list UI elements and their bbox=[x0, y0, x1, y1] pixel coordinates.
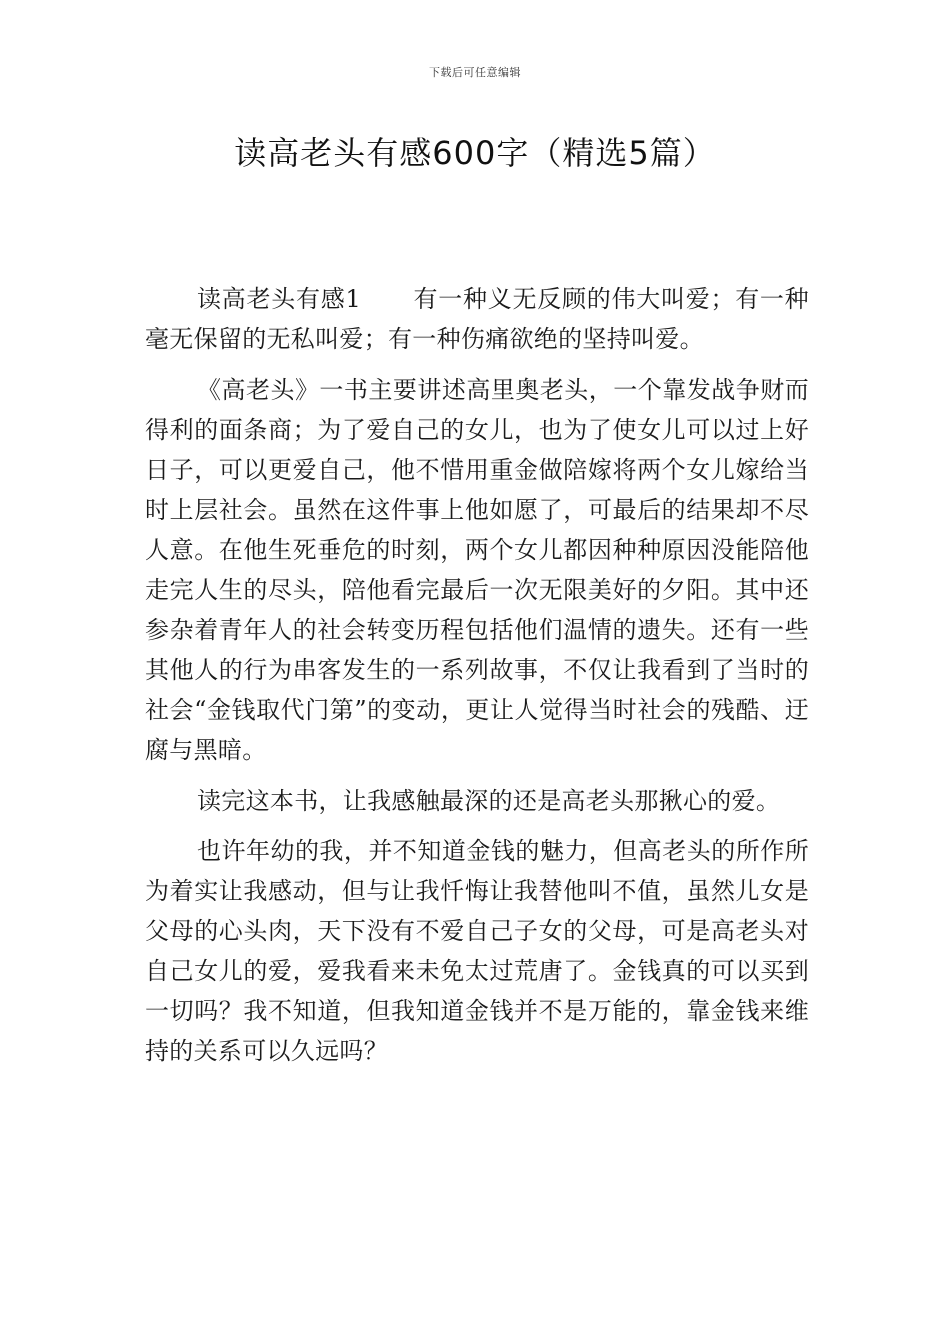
header-note: 下载后可任意编辑 bbox=[429, 66, 521, 79]
document-body bbox=[145, 279, 809, 1082]
paragraph-4: 也许年幼的我，并不知道金钱的魅力，但高老头的所作所为着实让我感动，但与让我忏悔让我替他叫不值，虽然儿女是父母的心头肉，天下没有不爱自己子女的父母，可是高老头对自己女儿的爱，爱我看来未免太过荒唐了。金钱真的可以买到一切吗？我不知道，但我知道金钱并不是万能的，靠金钱来维持的关系可以久远吗？ bbox=[145, 837, 809, 1065]
paragraph-1-text: 有一种义无反顾的伟大叫爱；有一种毫无保留的无私叫爱；有一种伤痛欲绝的坚持叫爱。 bbox=[145, 285, 809, 353]
section-heading: 读高老头有感1 bbox=[197, 285, 362, 313]
paragraph-2: 《高老头》一书主要讲述高里奥老头，一个靠发战争财而得利的面条商；为了爱自己的女儿，也为了使女儿可以过上好日子，可以更爱自己，他不惜用重金做陪嫁将两个女儿嫁给当时上层社会。虽然在这件事上他如愿了，可最后的结果却不尽人意。在他生死垂危的时刻，两个女儿都因种种原因没能陪他走完人生的尽头，陪他看完最后一次无限美好的夕阳。其中还参杂着青年人的社会转变历程包括他们温情的遗失。还有一些其他人的行为串客发生的一系列故事，不仅让我看到了当时的社会“金钱取代门第”的变动，更让人觉得当时社会的残酷、迂腐与黑暗。 bbox=[145, 376, 809, 764]
paragraph-3: 读完这本书，让我感触最深的还是高老头那揪心的爱。 bbox=[197, 787, 781, 815]
document-title: 读高老头有感600字（精选5篇） bbox=[234, 134, 716, 172]
paragraph-1 bbox=[145, 279, 809, 359]
